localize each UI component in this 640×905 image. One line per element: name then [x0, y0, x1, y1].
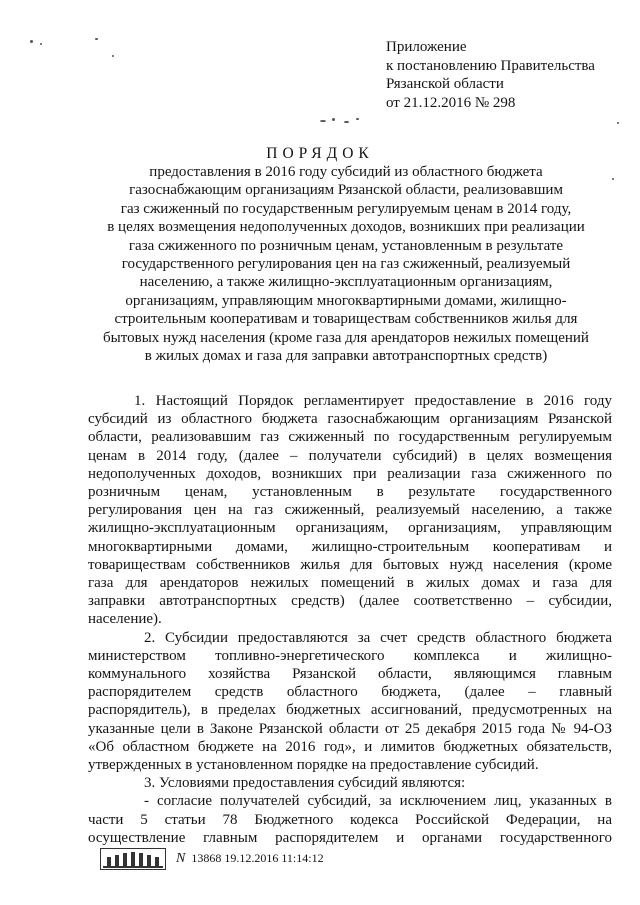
body-line: «Об областном бюджете на 2016 год», и лимитов бюджетных обязательств,: [88, 738, 612, 755]
document-subtitle: [96, 163, 596, 365]
subtitle-line: газ сжиженный по государственным регулируемым ценам в 2014 году,: [120, 200, 572, 217]
scan-speck: [40, 43, 42, 45]
body-line: ценам в 2014 году, (далее – получатели субсидий) в целях возмещения: [88, 447, 612, 464]
scan-speck: [356, 118, 359, 120]
scan-speck: [95, 38, 98, 40]
subtitle-line: организациям, управляющим многоквартирными домами, жилищно-: [125, 292, 567, 309]
scan-speck: [30, 40, 33, 43]
registration-stamp: [100, 848, 324, 870]
body-line: население).: [88, 611, 162, 628]
subtitle-line: газоснабжающим организациям Рязанской области, реализовавшим: [129, 182, 563, 199]
body-line: министерством топливно-энергетического комплекса и жилищно-: [88, 647, 612, 664]
subtitle-line: государственного регулирования цен на газ сжиженный, реализуемый: [121, 256, 571, 273]
body-line: коммунального хозяйства Рязанской области, являющимся главным: [88, 666, 612, 683]
body-line: осуществление главным распорядителем и органами государственного: [88, 829, 612, 846]
body-line: указанные цели в Законе Рязанской области от 25 декабря 2015 года № 94-ОЗ: [88, 720, 612, 737]
subtitle-line: населению, а также жилищно-эксплуатационным организациям,: [139, 274, 553, 291]
building-logo-icon: [100, 848, 166, 870]
body-line: товариществам собственников жилья для бытовых нужд населения (кроме: [88, 556, 612, 573]
body-line: 3. Условиями предоставления субсидий являются:: [144, 775, 466, 792]
body-line: субсидий из областного бюджета газоснабжающим организациям Рязанской: [88, 411, 612, 428]
body-line: распорядителем средств областного бюджета, (далее – главный: [88, 684, 612, 701]
appendix-line: к постановлению Правительства: [386, 57, 595, 74]
appendix-line: от 21.12.2016 № 298: [386, 94, 516, 111]
document-body: [88, 392, 612, 847]
stamp-number: 13868: [191, 851, 222, 865]
scan-speck: [332, 118, 335, 121]
body-line: распорядитель), в пределах бюджетных ассигнований, предусмотренных на: [88, 702, 612, 719]
scan-speck: [320, 120, 326, 122]
body-line: розничным ценам, установленным в результате государственного: [88, 484, 612, 501]
subtitle-line: бытовых нужд населения (кроме газа для арендаторов нежилых помещений: [103, 329, 589, 346]
body-line: регулирования цен на газ сжиженный, реализуемый населению, а также: [88, 502, 612, 519]
scan-speck: [344, 121, 349, 123]
scan-speck: [617, 122, 619, 124]
appendix-reference: [386, 38, 636, 112]
document-title: ПОРЯДОК: [266, 145, 374, 162]
body-line: недополученных доходов, возникших при реализации газа сжиженного по: [88, 465, 612, 482]
body-line: части 5 статьи 78 Бюджетного кодекса Российской Федерации, на: [88, 811, 612, 828]
subtitle-line: в жилых домах и газа для заправки автотранспортных средств): [144, 348, 548, 365]
stamp-text: [176, 851, 324, 867]
body-line: газа для арендаторов нежилых помещений в жилых домах и газа для: [88, 575, 612, 592]
stamp-datetime: 19.12.2016 11:14:12: [224, 851, 324, 865]
subtitle-line: предоставления в 2016 году субсидий из областного бюджета: [149, 164, 543, 180]
body-line: утвержденных в установленном порядке на предоставление субсидий.: [88, 757, 539, 774]
body-line: жилищно-эксплуатационным организациям, организациям, управляющим: [88, 520, 612, 537]
body-line: - согласие получателей субсидий, за исключением лиц, указанных в: [144, 793, 612, 810]
appendix-line: Приложение: [386, 39, 467, 55]
stamp-symbol: N: [176, 851, 186, 866]
scan-speck: [612, 178, 614, 180]
body-line: 2. Субсидии предоставляются за счет средств областного бюджета: [144, 629, 612, 646]
subtitle-line: строительным кооперативам и товариществам собственников жилья для: [114, 311, 578, 328]
appendix-line: Рязанской области: [386, 76, 504, 92]
subtitle-line: газа сжиженного по розничным ценам, установленным в результате: [128, 237, 564, 254]
scan-speck: [112, 55, 114, 57]
body-line: области, реализовавшим газ сжиженный по государственным регулируемым: [88, 429, 612, 446]
body-line: многоквартирными домами, жилищно-строительным кооперативам и: [88, 538, 612, 555]
subtitle-line: в целях возмещения недополученных доходов, возникших при реализации: [107, 219, 585, 236]
body-line: заправки автотранспортных средств) (далее соответственно – субсидии,: [88, 593, 612, 610]
body-line: 1. Настоящий Порядок регламентирует предоставление в 2016 году: [134, 393, 612, 409]
